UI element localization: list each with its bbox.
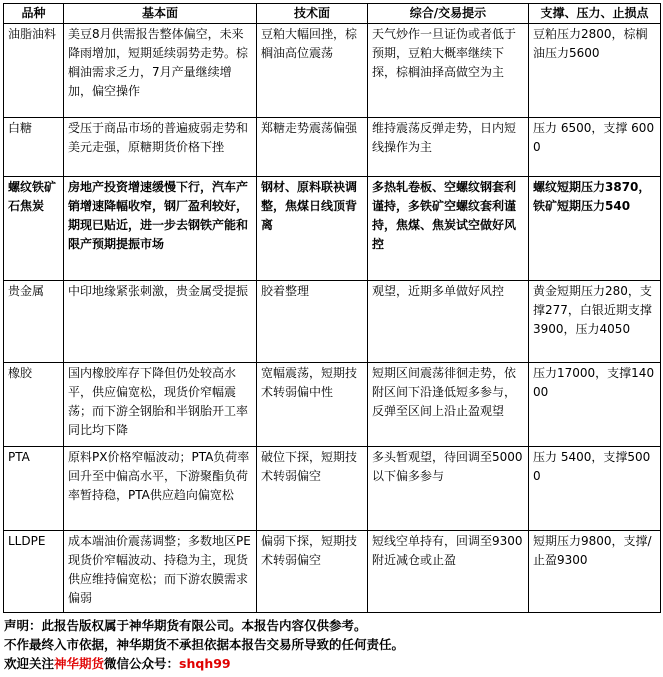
table-row xyxy=(4,118,661,177)
wechat-prefix: 欢迎关注 xyxy=(4,656,55,671)
levels-cell: 螺纹短期压力3870，铁矿短期压力540 xyxy=(529,177,661,281)
technical-cell: 豆粕大幅回挫，棕榈油高位震荡 xyxy=(257,24,368,118)
header-levels: 支撑、压力、止损点 xyxy=(529,4,661,24)
header-row xyxy=(4,4,661,24)
levels-cell: 短期压力9800，支撑/止盈9300 xyxy=(529,531,661,613)
fundamental-cell: 国内橡胶库存下降但仍处较高水平，供应偏宽松，现货价窄幅震荡；而下游全钢胎和半钢胎开工率同比均下降 xyxy=(64,363,257,447)
advice-cell: 多热轧卷板、空螺纹钢套利谨持，多铁矿空螺纹套利谨持，焦煤、焦炭试空做好风控 xyxy=(368,177,529,281)
technical-cell: 破位下探，短期技术转弱偏空 xyxy=(257,447,368,531)
advice-cell: 天气炒作一旦证伪或者低于预期，豆粕大概率继续下探，棕榈油择高做空为主 xyxy=(368,24,529,118)
advice-cell: 多头暂观望，待回调至5000以下偏多参与 xyxy=(368,447,529,531)
levels-cell: 豆粕压力2800，棕榈油压力5600 xyxy=(529,24,661,118)
technical-cell: 胶着整理 xyxy=(257,281,368,363)
technical-cell: 钢材、原料联袂调整，焦煤日线顶背离 xyxy=(257,177,368,281)
disclaimer xyxy=(4,616,659,673)
commodity-table xyxy=(3,3,661,613)
technical-cell: 郑糖走势震荡偏强 xyxy=(257,118,368,177)
fundamental-cell: 原料PX价格窄幅波动；PTA负荷率回升至中偏高水平，下游聚酯负荷率暂持稳，PTA供应趋向偏宽松 xyxy=(64,447,257,531)
disclaimer-line-2: 不作最终入市依据，神华期货不承担依据本报告交易所导致的任何责任。 xyxy=(4,637,405,652)
advice-cell: 短期区间震荡徘徊走势，依附区间下沿逢低短多参与，反弹至区间上沿止盈观望 xyxy=(368,363,529,447)
variety-cell: 螺纹铁矿石焦炭 xyxy=(4,177,64,281)
table-row xyxy=(4,24,661,118)
technical-cell: 偏弱下探，短期技术转弱偏空 xyxy=(257,531,368,613)
wechat-handle: shqh99 xyxy=(179,656,231,671)
variety-cell: 贵金属 xyxy=(4,281,64,363)
advice-cell: 观望，近期多单做好风控 xyxy=(368,281,529,363)
levels-cell: 黄金短期压力280，支撑277，白银近期支撑3900，压力4050 xyxy=(529,281,661,363)
advice-cell: 短线空单持有，回调至9300附近减仓或止盈 xyxy=(368,531,529,613)
disclaimer-line-1: 声明：此报告版权属于神华期货有限公司。本报告内容仅供参考。 xyxy=(4,618,367,633)
levels-cell: 压力 6500，支撑 6000 xyxy=(529,118,661,177)
table-row xyxy=(4,281,661,363)
wechat-label: 微信公众号： xyxy=(104,656,180,671)
table-row xyxy=(4,363,661,447)
variety-cell: 橡胶 xyxy=(4,363,64,447)
header-fundamental: 基本面 xyxy=(64,4,257,24)
table-row xyxy=(4,447,661,531)
variety-cell: LLDPE xyxy=(4,531,64,613)
wechat-line xyxy=(4,654,659,673)
header-technical: 技术面 xyxy=(257,4,368,24)
fundamental-cell: 受压于商品市场的普遍疲弱走势和美元走强，原糖期货价格下挫 xyxy=(64,118,257,177)
fundamental-cell: 成本端油价震荡调整；多数地区PE现货价窄幅波动、持稳为主，现货供应维持偏宽松；而下游农膜需求偏弱 xyxy=(64,531,257,613)
fundamental-cell: 美豆8月供需报告整体偏空，未来降雨增加，短期延续弱势走势。棕榈油需求乏力，7月产量继续增加，偏空操作 xyxy=(64,24,257,118)
variety-cell: PTA xyxy=(4,447,64,531)
levels-cell: 压力17000，支撑14000 xyxy=(529,363,661,447)
header-variety: 品种 xyxy=(4,4,64,24)
technical-cell: 宽幅震荡，短期技术转弱偏中性 xyxy=(257,363,368,447)
variety-cell: 白糖 xyxy=(4,118,64,177)
fundamental-cell: 中印地缘紧张刺激，贵金属受提振 xyxy=(64,281,257,363)
levels-cell: 压力 5400，支撑5000 xyxy=(529,447,661,531)
table-row xyxy=(4,177,661,281)
brand-name: 神华期货 xyxy=(54,656,105,671)
table-row xyxy=(4,531,661,613)
header-advice: 综合/交易提示 xyxy=(368,4,529,24)
variety-cell: 油脂油料 xyxy=(4,24,64,118)
fundamental-cell: 房地产投资增速缓慢下行，汽车产销增速降幅收窄，钢厂盈利较好，期现已贴近，进一步去钢铁产能和限产预期提振市场 xyxy=(64,177,257,281)
advice-cell: 维持震荡反弹走势，日内短线操作为主 xyxy=(368,118,529,177)
